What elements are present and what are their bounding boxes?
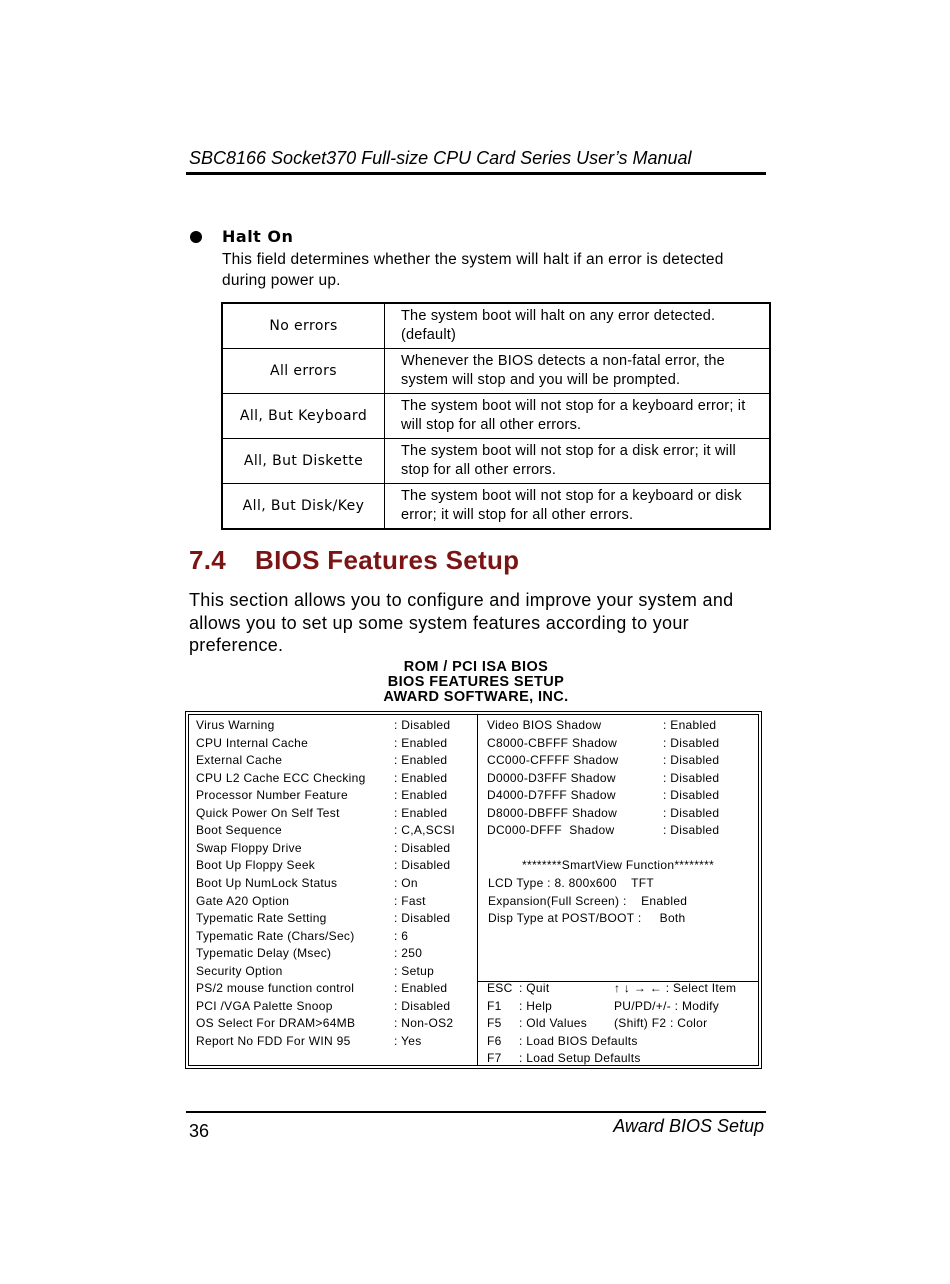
bios-item-value: : Setup — [394, 963, 435, 978]
key-help-action: : Help — [519, 998, 553, 1013]
bios-item-value: : Disabled — [663, 770, 720, 785]
table-row — [222, 439, 770, 484]
halt-on-heading: Halt On — [222, 227, 294, 246]
key-help-key: ESC — [487, 981, 513, 996]
bios-item-value: : Fast — [394, 893, 426, 908]
bios-item-value: : Enabled — [394, 753, 448, 768]
smartview-disp-type: Disp Type at POST/BOOT : Both — [488, 911, 686, 926]
bios-item-label: D4000-D7FFF Shadow — [487, 788, 616, 803]
bios-item-value: : Disabled — [394, 998, 451, 1013]
bios-item-label: Typematic Rate Setting — [196, 911, 327, 926]
bios-item-label: Quick Power On Self Test — [196, 805, 340, 820]
key-help-key: F1 — [487, 998, 502, 1013]
option-description-cell: The system boot will not stop for a disk error; it will stop for all other errors. — [385, 439, 771, 484]
bios-item-label: OS Select For DRAM>64MB — [196, 1016, 356, 1031]
bios-title-line: BIOS FEATURES SETUP — [387, 674, 565, 690]
bios-item-value: : Enabled — [394, 735, 448, 750]
footer-rule — [186, 1111, 766, 1113]
bios-item-label: CPU L2 Cache ECC Checking — [196, 770, 366, 785]
option-description-cell: The system boot will halt on any error detected. (default) — [385, 303, 771, 349]
bios-item-label: Swap Floppy Drive — [196, 840, 302, 855]
bios-item-value: : Disabled — [394, 858, 451, 873]
bios-item-label: Typematic Delay (Msec) — [196, 946, 332, 961]
bios-item-label: Virus Warning — [196, 718, 275, 732]
bios-item-value: : Disabled — [394, 840, 451, 855]
section-heading — [189, 545, 519, 576]
bios-item-label: Processor Number Feature — [196, 788, 348, 803]
smartview-lcd-type: LCD Type : 8. 800x600 TFT — [488, 875, 655, 890]
bios-title-line: ROM / PCI ISA BIOS — [403, 659, 549, 675]
table-row — [222, 303, 770, 349]
bios-item-label: Gate A20 Option — [196, 893, 290, 908]
bios-setup-screen — [185, 711, 762, 1069]
bios-item-value: : 250 — [394, 946, 423, 961]
bios-item-value: : Disabled — [663, 735, 720, 750]
section-title: BIOS Features Setup — [255, 545, 520, 575]
option-description-cell: The system boot will not stop for a keyboard error; it will stop for all other errors. — [385, 394, 771, 439]
halt-on-description: This field determines whether the system will halt if an error is detected during power up. — [222, 251, 724, 289]
option-cell: All, But Diskette — [222, 439, 385, 484]
key-help-key: F5 — [487, 1016, 502, 1031]
bios-item-label: Boot Up Floppy Seek — [196, 858, 316, 873]
table-row — [222, 349, 770, 394]
bios-item-value: : Enabled — [394, 981, 448, 996]
bullet-icon — [190, 231, 202, 243]
bios-item-label: D8000-DBFFF Shadow — [487, 805, 618, 820]
bios-item-value: : Disabled — [394, 911, 451, 926]
bios-item-label: External Cache — [196, 753, 283, 768]
column-divider — [477, 715, 478, 1065]
bios-item-label: Boot Up NumLock Status — [196, 875, 338, 890]
bios-item-value: : Disabled — [663, 753, 720, 768]
bios-item-label: D0000-D3FFF Shadow — [487, 770, 616, 785]
option-cell: No errors — [222, 303, 385, 349]
key-help-action: : Old Values — [519, 1016, 588, 1031]
option-cell: All, But Keyboard — [222, 394, 385, 439]
bios-item-value: : Enabled — [394, 788, 448, 803]
bios-item-value: : Disabled — [663, 805, 720, 820]
bios-item-value: : Disabled — [394, 718, 451, 732]
bios-item-label: CC000-CFFFF Shadow — [487, 753, 619, 768]
key-help-extra: ↑ ↓ → ← : Select Item — [614, 981, 737, 996]
header-rule — [186, 172, 766, 175]
bios-item-label: Video BIOS Shadow — [487, 718, 602, 732]
bios-item-value: : On — [394, 875, 418, 890]
bios-item-value: : 6 — [394, 928, 409, 943]
bios-item-label: PS/2 mouse function control — [196, 981, 355, 996]
option-cell: All errors — [222, 349, 385, 394]
bios-item-value: : Disabled — [663, 823, 720, 838]
option-cell: All, But Disk/Key — [222, 484, 385, 530]
footer-title: Award BIOS Setup — [613, 1116, 764, 1136]
section-number: 7.4 — [189, 545, 227, 575]
key-help-action: : Load BIOS Defaults — [519, 1033, 638, 1048]
table-row — [222, 394, 770, 439]
smartview-expansion: Expansion(Full Screen) : Enabled — [488, 893, 688, 908]
key-help-key: F6 — [487, 1033, 502, 1048]
running-header-title: SBC8166 Socket370 Full-size CPU Card Series User’s Manual — [189, 148, 692, 168]
key-help-extra: PU/PD/+/- : Modify — [614, 998, 720, 1013]
key-help-extra: (Shift) F2 : Color — [614, 1016, 708, 1031]
table-row — [222, 484, 770, 530]
bios-item-label: DC000-DFFF Shadow — [487, 823, 615, 838]
bios-item-value: : Disabled — [663, 788, 720, 803]
bios-item-value: : Enabled — [663, 718, 717, 732]
option-description-cell: The system boot will not stop for a keyboard or disk error; it will stop for all other errors. — [385, 484, 771, 530]
bios-item-value: : Non-OS2 — [394, 1016, 454, 1031]
bios-item-value: : C,A,SCSI — [394, 823, 456, 838]
bios-item-value: : Enabled — [394, 805, 448, 820]
key-help-action: : Load Setup Defaults — [519, 1051, 641, 1066]
bios-item-label: PCI /VGA Palette Snoop — [196, 998, 333, 1013]
bios-item-label: CPU Internal Cache — [196, 735, 309, 750]
section-intro: This section allows you to configure and improve your system and allows you to set up some system features according to your preference. — [189, 590, 734, 655]
option-description-cell: Whenever the BIOS detects a non-fatal error, the system will stop and you will be prompted. — [385, 349, 771, 394]
smartview-heading: ********SmartView Function******** — [522, 858, 715, 873]
bios-item-label: C8000-CBFFF Shadow — [487, 735, 618, 750]
page-number: 36 — [189, 1121, 210, 1141]
bios-item-value: : Yes — [394, 1033, 422, 1048]
bios-item-label: Report No FDD For WIN 95 — [196, 1033, 351, 1048]
key-help-action: : Quit — [519, 981, 550, 996]
bios-item-label: Typematic Rate (Chars/Sec) — [196, 928, 355, 943]
bios-title-line: AWARD SOFTWARE, INC. — [383, 689, 569, 705]
key-help-key: F7 — [487, 1051, 502, 1066]
bios-item-label: Security Option — [196, 963, 283, 978]
bios-item-value: : Enabled — [394, 770, 448, 785]
bios-item-label: Boot Sequence — [196, 823, 282, 838]
halt-on-options-table — [221, 302, 771, 530]
